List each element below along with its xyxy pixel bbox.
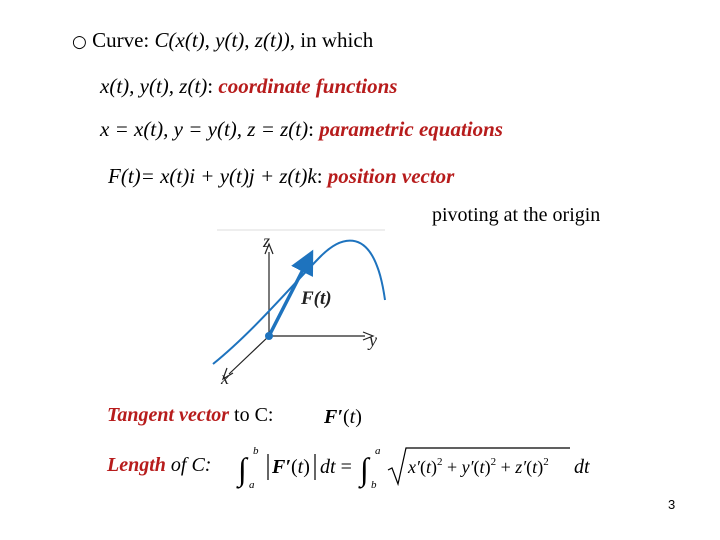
position-vector-figure (205, 222, 410, 400)
length-term: Length (107, 454, 166, 476)
svg-text:x′(t)2 + y′(t)2 + z′(t)2: $x'(t)^2 + y'(t)^2 + z'(t)^2$ (408, 456, 549, 477)
svg-text:a: a (375, 445, 381, 457)
z-axis-label: z (263, 231, 271, 251)
svg-text:dt: dt (574, 456, 590, 478)
bullet-icon: ○ (72, 32, 87, 52)
position-vector-term: position vector (327, 164, 455, 188)
position-vector-expression: F(t)= x(t)i + y(t)j + z(t)k (108, 164, 317, 188)
length-rest: of C: (165, 454, 212, 476)
parametric-equations-term: parametric equations (319, 117, 503, 141)
svg-text:dt =: dt = (320, 456, 352, 478)
x-axis-line (229, 336, 269, 374)
coordinate-functions-colon: : (207, 74, 214, 98)
curve-expression: C(x(t), y(t), z(t)) (154, 28, 290, 52)
length-line (107, 452, 211, 478)
svg-text:a: a (249, 479, 255, 490)
tangent-vector-term: Tangent vector (107, 404, 230, 426)
tangent-vector-rest: to C: (229, 404, 274, 426)
svg-text:F′(t): F′(t) (324, 406, 362, 428)
curve-tail: , in which (289, 28, 374, 52)
page-number: 3 (668, 497, 676, 512)
curve-label: Curve (92, 28, 144, 52)
x-axis-label: x (221, 368, 229, 388)
parametric-equations-line (100, 116, 503, 142)
svg-text:b: b (371, 479, 377, 490)
svg-text:F′(t): F′(t) (272, 456, 310, 478)
length-formula (236, 440, 616, 490)
vector-label: F(t) (301, 288, 332, 309)
parametric-equations-expression: x = x(t), y = y(t), z = z(t) (100, 117, 309, 141)
tangent-vector-formula (322, 400, 382, 430)
svg-text:b: b (253, 445, 259, 457)
coordinate-functions-line (100, 73, 397, 99)
origin-point (265, 332, 273, 340)
curve-path (213, 241, 385, 364)
parametric-equations-colon: : (308, 117, 314, 141)
y-axis-label: y (369, 330, 377, 350)
curve-definition-line (72, 27, 373, 55)
pivot-note: pivoting at the origin (432, 204, 601, 226)
coordinate-functions-term: coordinate functions (218, 74, 398, 98)
curve-colon: : (143, 28, 150, 52)
coordinate-functions-expression: x(t), y(t), z(t) (100, 74, 208, 98)
position-vector-line (108, 163, 454, 189)
svg-text:∫: ∫ (360, 451, 369, 487)
position-vector-colon: : (316, 164, 323, 188)
svg-text:∫: ∫ (238, 451, 247, 487)
tangent-vector-line (107, 402, 273, 428)
